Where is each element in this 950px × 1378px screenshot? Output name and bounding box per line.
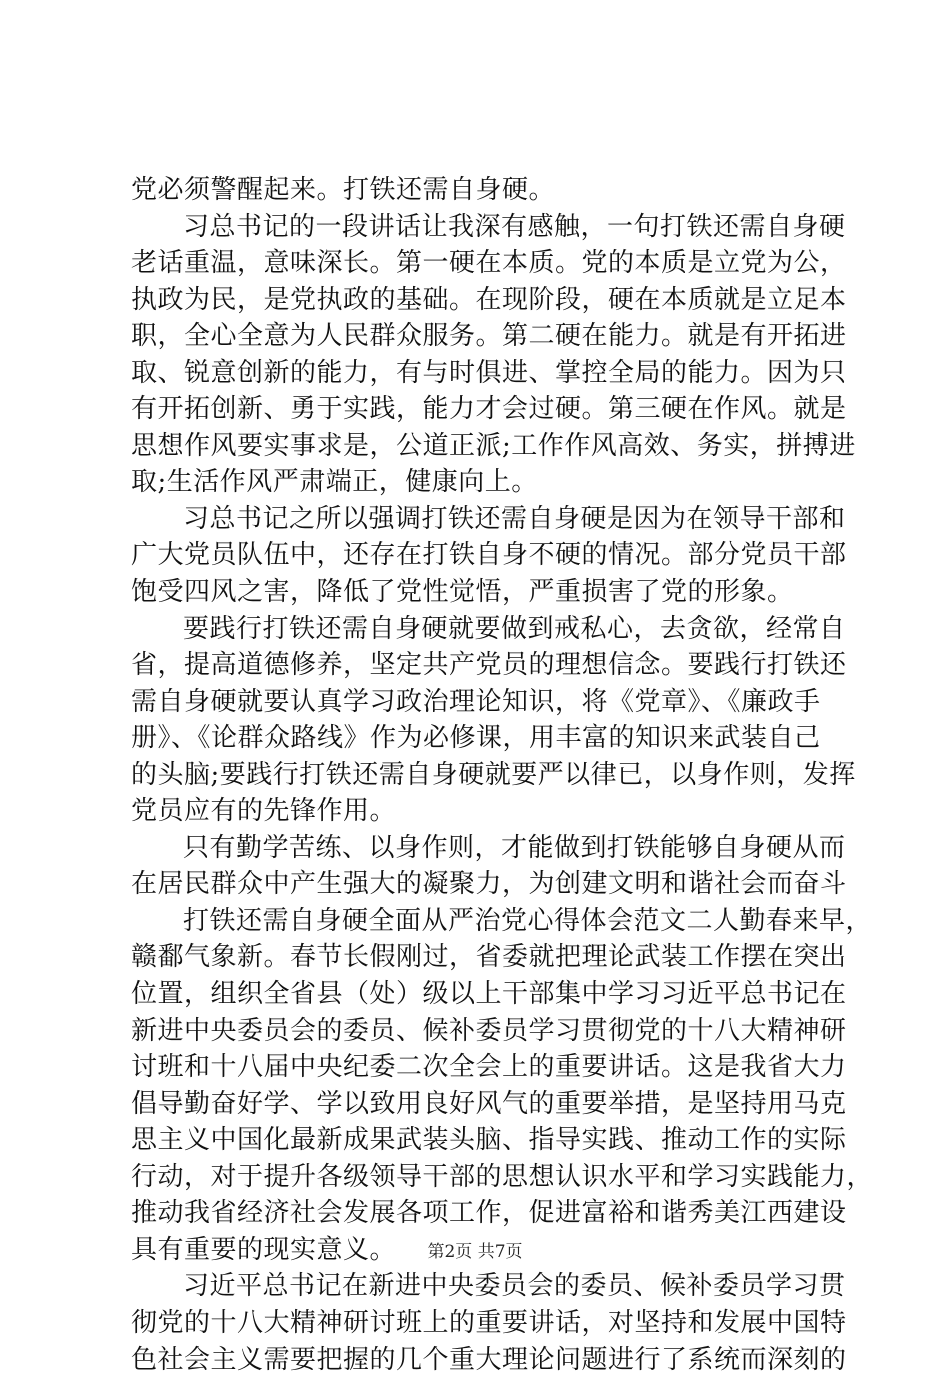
text-line: 行动，对于提升各级领导干部的思想认识水平和学习实践能力，	[131, 1159, 831, 1196]
text-line: 习近平总书记在新进中央委员会的委员、候补委员学习贯	[131, 1268, 831, 1305]
paragraph	[131, 830, 831, 903]
text-line: 新进中央委员会的委员、候补委员学习贯彻党的十八大精神研	[131, 1013, 831, 1050]
text-line: 讨班和十八届中央纪委二次全会上的重要讲话。这是我省大力	[131, 1049, 831, 1086]
text-line: 习总书记的一段讲话让我深有感触，一句打铁还需自身硬	[131, 209, 831, 246]
text-line: 饱受四风之害，降低了党性觉悟，严重损害了党的形象。	[131, 574, 831, 611]
paragraph	[131, 209, 831, 501]
text-line: 取、锐意创新的能力，有与时俱进、掌控全局的能力。因为只	[131, 355, 831, 392]
text-line: 彻党的十八大精神研讨班上的重要讲话，对坚持和发展中国特	[131, 1305, 831, 1342]
paragraph	[131, 172, 831, 209]
text-line: 赣鄱气象新。春节长假刚过，省委就把理论武装工作摆在突出	[131, 939, 831, 976]
text-line: 需自身硬就要认真学习政治理论知识，将《党章》、《廉政手	[131, 684, 831, 721]
text-line: 具有重要的现实意义。	[131, 1232, 831, 1269]
text-line: 打铁还需自身硬全面从严治党心得体会范文二人勤春来早，	[131, 903, 831, 940]
page-footer: 第2页 共7页	[0, 1241, 950, 1263]
paragraph	[131, 501, 831, 611]
text-line: 只有勤学苦练、以身作则，才能做到打铁能够自身硬从而	[131, 830, 831, 867]
text-line: 取;生活作风严肃端正，健康向上。	[131, 464, 831, 501]
paragraph	[131, 611, 831, 830]
text-line: 位置，组织全省县（处）级以上干部集中学习习近平总书记在	[131, 976, 831, 1013]
paragraph	[131, 1268, 831, 1378]
text-line: 色社会主义需要把握的几个重大理论问题进行了系统而深刻的	[131, 1342, 831, 1378]
text-line: 思想作风要实事求是，公道正派;工作作风高效、务实，拼搏进	[131, 428, 831, 465]
text-line: 要践行打铁还需自身硬就要做到戒私心，去贪欲，经常自	[131, 611, 831, 648]
text-line: 老话重温，意味深长。第一硬在本质。党的本质是立党为公，	[131, 245, 831, 282]
text-line: 党员应有的先锋作用。	[131, 793, 831, 830]
paragraph	[131, 903, 831, 1268]
text-line: 党必须警醒起来。打铁还需自身硬。	[131, 172, 831, 209]
text-line: 的头脑;要践行打铁还需自身硬就要严以律已，以身作则，发挥	[131, 757, 831, 794]
text-line: 省，提高道德修养，坚定共产党员的理想信念。要践行打铁还	[131, 647, 831, 684]
text-line: 有开拓创新、勇于实践，能力才会过硬。第三硬在作风。就是	[131, 391, 831, 428]
text-line: 职，全心全意为人民群众服务。第二硬在能力。就是有开拓进	[131, 318, 831, 355]
text-line: 推动我省经济社会发展各项工作，促进富裕和谐秀美江西建设	[131, 1195, 831, 1232]
text-line: 习总书记之所以强调打铁还需自身硬是因为在领导干部和	[131, 501, 831, 538]
text-line: 广大党员队伍中，还存在打铁自身不硬的情况。部分党员干部	[131, 537, 831, 574]
text-line: 倡导勤奋好学、学以致用良好风气的重要举措，是坚持用马克	[131, 1086, 831, 1123]
text-line: 执政为民，是党执政的基础。在现阶段，硬在本质就是立足本	[131, 282, 831, 319]
text-line: 在居民群众中产生强大的凝聚力，为创建文明和谐社会而奋斗	[131, 866, 831, 903]
document-body	[131, 172, 831, 1378]
text-line: 思主义中国化最新成果武装头脑、指导实践、推动工作的实际	[131, 1122, 831, 1159]
text-line: 册》、《论群众路线》作为必修课，用丰富的知识来武装自己	[131, 720, 831, 757]
